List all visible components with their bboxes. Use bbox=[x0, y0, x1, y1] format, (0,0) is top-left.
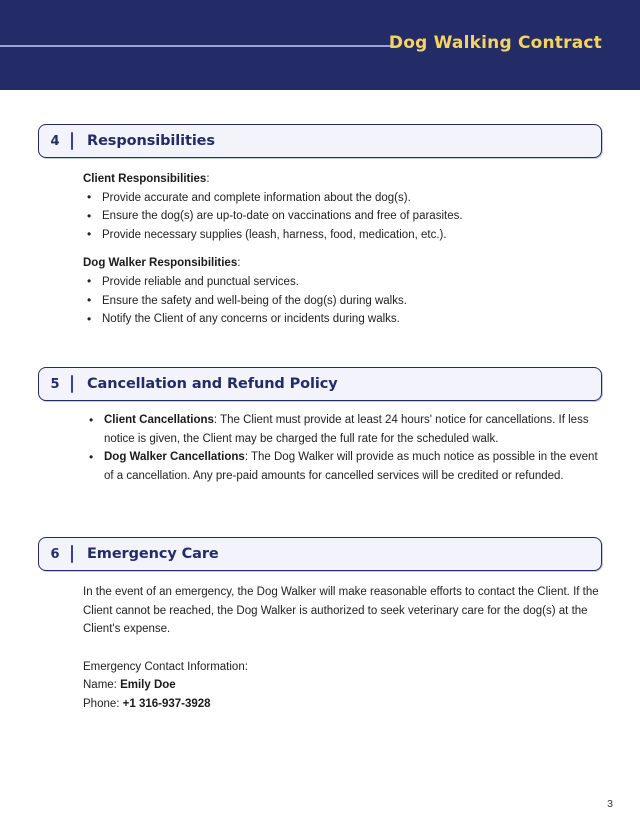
walker-responsibilities-list bbox=[83, 273, 602, 329]
contact-phone-value: +1 316-937-3928 bbox=[122, 697, 211, 710]
client-responsibilities-list bbox=[83, 189, 602, 245]
list-item: • Provide reliable and punctual services. bbox=[83, 273, 602, 292]
contact-phone-label: Phone: bbox=[83, 697, 123, 710]
emergency-paragraph: In the event of an emergency, the Dog Walker will make reasonable efforts to contact the Client. If the Client cannot be reached, the Dog Walker is authorized to seek veterinary care for the dog(s) at the Client's expense. bbox=[83, 586, 599, 636]
list-item-lead: Client Cancellations bbox=[104, 414, 214, 426]
header-rule bbox=[0, 45, 392, 47]
section-divider bbox=[71, 545, 73, 563]
contact-name-label: Name: bbox=[83, 679, 121, 692]
list-item: • Ensure the dog(s) are up-to-date on vaccinations and free of parasites. bbox=[83, 207, 602, 226]
section-title-5: Cancellation and Refund Policy bbox=[87, 376, 338, 392]
section-title-4: Responsibilities bbox=[87, 133, 215, 149]
list-item: • Provide accurate and complete information about the dog(s). bbox=[83, 189, 602, 208]
group-heading-walker-suffix: : bbox=[237, 257, 241, 270]
section-divider bbox=[71, 375, 73, 393]
list-item bbox=[83, 411, 602, 448]
section-number-4: 4 bbox=[50, 133, 60, 149]
section-title-6: Emergency Care bbox=[87, 546, 219, 562]
emergency-contact-name bbox=[83, 676, 602, 695]
page-content bbox=[0, 90, 640, 828]
section-emergency-care bbox=[38, 537, 602, 714]
section-4-body bbox=[38, 158, 602, 329]
section-divider bbox=[71, 132, 73, 150]
section-responsibilities bbox=[38, 124, 602, 329]
list-item-lead: Dog Walker Cancellations bbox=[104, 451, 245, 464]
section-header-4 bbox=[38, 124, 602, 158]
section-number-5: 5 bbox=[50, 376, 60, 392]
paragraph-spacer bbox=[83, 639, 602, 658]
group-heading-walker-label: Dog Walker Responsibilities bbox=[83, 257, 238, 270]
cancellation-list bbox=[83, 411, 602, 485]
list-item: • Notify the Client of any concerns or incidents during walks. bbox=[83, 310, 602, 329]
contact-name-value: Emily Doe bbox=[120, 679, 176, 692]
group-spacer bbox=[83, 244, 602, 254]
section-number-6: 6 bbox=[50, 546, 60, 562]
page-number: 3 bbox=[607, 798, 613, 810]
section-cancellation-policy bbox=[38, 367, 602, 485]
page-header-band bbox=[0, 0, 640, 90]
section-header-6 bbox=[38, 537, 602, 571]
list-item-text: : The Dog Walker will provide as much notice as possible in the event of a cancellation. Any pre-paid amounts for cancelled services will be credited or refunded. bbox=[104, 451, 598, 482]
group-heading-client-suffix: : bbox=[206, 173, 210, 185]
group-heading-walker bbox=[83, 254, 602, 273]
list-item: • Ensure the safety and well-being of the dog(s) during walks. bbox=[83, 292, 602, 311]
section-5-body bbox=[38, 401, 602, 485]
document-title: Dog Walking Contract bbox=[388, 33, 602, 53]
section-6-body bbox=[38, 571, 602, 714]
group-heading-client bbox=[83, 170, 602, 189]
section-header-5 bbox=[38, 367, 602, 401]
list-item: • Provide necessary supplies (leash, harness, food, medication, etc.). bbox=[83, 226, 602, 245]
group-heading-client-label: Client Responsibilities bbox=[83, 173, 207, 185]
emergency-contact-phone bbox=[83, 695, 602, 714]
list-item-text: : The Client must provide at least 24 hours' notice for cancellations. If less notice is given, the Client may be charged the full rate for the scheduled walk. bbox=[104, 414, 589, 445]
emergency-contact-label: Emergency Contact Information: bbox=[83, 660, 248, 673]
list-item bbox=[83, 448, 602, 485]
